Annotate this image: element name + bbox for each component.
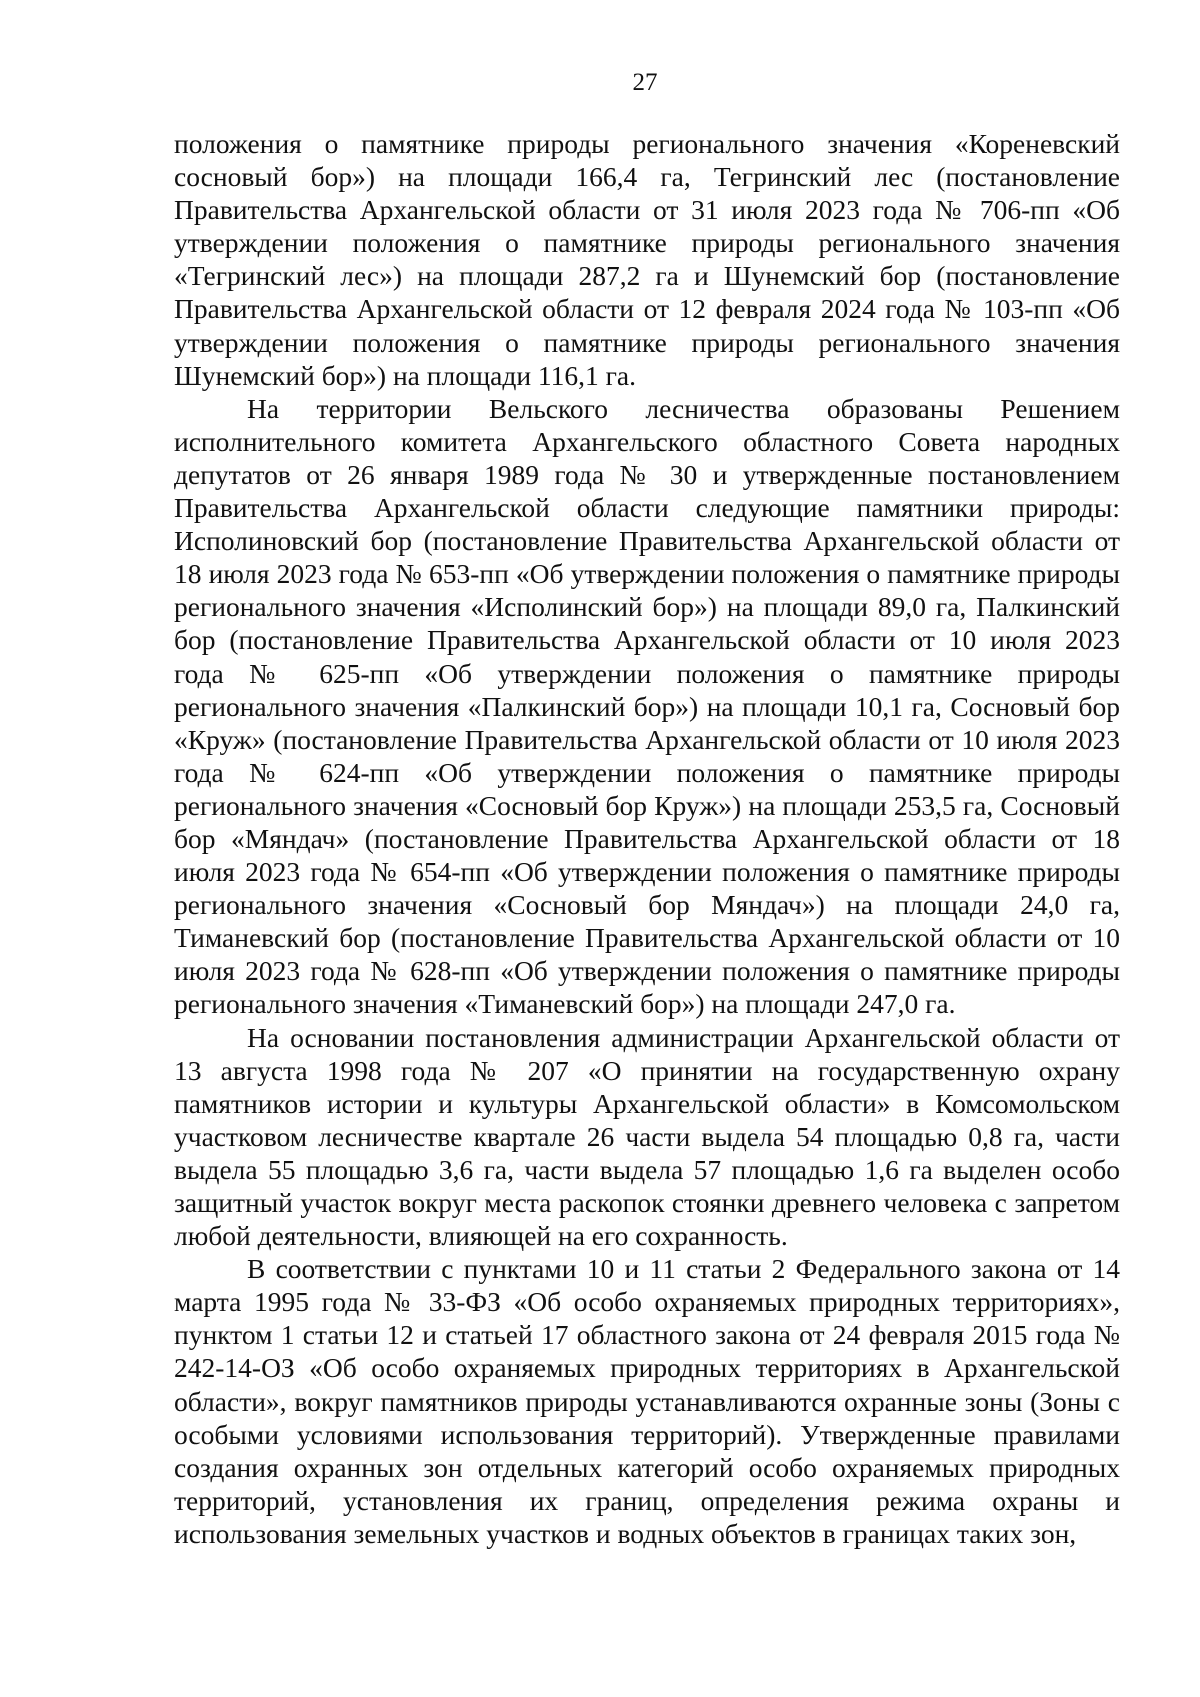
page-number: 27	[632, 69, 658, 96]
paragraph-continuation: положения о памятнике природы регионального значения «Кореневский сосновый бор») на площади 166,4 га, Тегринский лес (постановление Правительства Архангельской области от 31 июля 2023 года № 706-пп «Об утверждении положения о памятнике природы регионального значения «Тегринский лес») на площади 287,2 га и Шунемский бор (постановление Правительства Архангельской области от 12 февраля 2024 года № 103-пп «Об утверждении положения о памятнике природы регионального значения Шунемский бор») на площади 116,1 га.	[174, 128, 1120, 391]
paragraph-excavation-site: На основании постановления администрации Архангельской области от 13 августа 1998 года № 207 «О принятии на государственную охрану памятников истории и культуры Архангельской области» в Комсомольском участковом лесничестве квартале 26 части выдела 54 площадью 0,8 га, части выдела 55 площадью 3,6 га, части выдела 57 площадью 1,6 га выделен особо защитный участок вокруг места раскопок стоянки древнего человека с запретом любой деятельности, влияющей на его сохранность.	[174, 1021, 1120, 1252]
paragraph-velsk-monuments: На территории Вельского лесничества образованы Решением исполнительного комитета Архангельского областного Совета народных депутатов от 26 января 1989 года № 30 и утвержденные постановлением Правительства Архангельской области следующие памятники природы: Исполиновский бор (постановление Правительства Архангельской области от 18 июля 2023 года № 653-пп «Об утверждении положения о памятнике природы регионального значения «Исполинский бор») на площади 89,0 га, Палкинский бор (постановление Правительства Архангельской области от 10 июля 2023 года № 625-пп «Об утверждении положения о памятнике природы регионального значения «Палкинский бор») на площади 10,1 га, Сосновый бор «Круж» (постановление Правительства Архангельской области от 10 июля 2023 года № 624-пп «Об утверждении положения о памятнике природы регионального значения «Сосновый бор Круж») на площади 253,5 га, Сосновый бор «Мяндач» (постановление Правительства Архангельской области от 18 июля 2023 года № 654-пп «Об утверждении положения о памятнике природы регионального значения «Сосновый бор Мяндач») на площади 24,0 га, Тиманевский бор (постановление Правительства Архангельской области от 10 июля 2023 года № 628-пп «Об утверждении положения о памятнике природы регионального значения «Тиманевский бор») на площади 247,0 га.	[174, 392, 1120, 1020]
document-body	[174, 127, 1120, 1550]
paragraph-protection-zones: В соответствии с пунктами 10 и 11 статьи 2 Федерального закона от 14 марта 1995 года № 33-ФЗ «Об особо охраняемых природных территориях», пунктом 1 статьи 12 и статьей 17 областного закона от 24 февраля 2015 года № 242-14-ОЗ «Об особо охраняемых природных территориях в Архангельской области», вокруг памятников природы устанавливаются охранные зоны (Зоны с особыми условиями использования территорий). Утвержденные правилами создания охранных зон отдельных категорий особо охраняемых природных территорий, установления их границ, определения режима охраны и использования земельных участков и водных объектов в границах таких зон,	[174, 1253, 1120, 1549]
